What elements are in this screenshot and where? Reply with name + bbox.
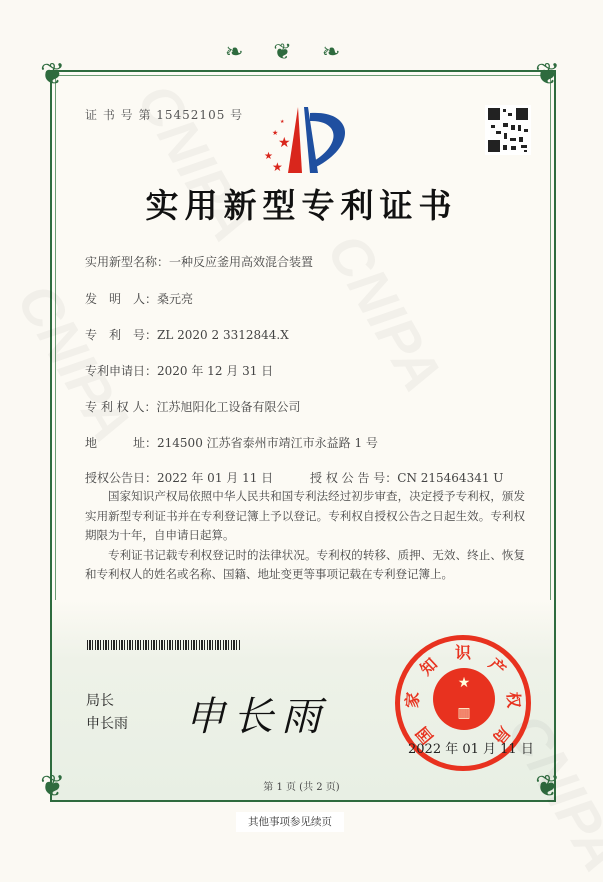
field-patent-number (85, 326, 289, 343)
svg-text:★: ★ (278, 135, 291, 151)
field-grant-date (85, 469, 273, 486)
certificate-statement (85, 487, 525, 585)
seal-character: 权 (503, 691, 524, 709)
field-label: 地 址： (85, 436, 158, 450)
corner-ornament-icon: ❦ (40, 57, 66, 92)
field-inventor (85, 290, 193, 307)
field-patentee (85, 398, 300, 415)
field-utility-model-name (85, 253, 313, 270)
seal-character: 国 (411, 723, 437, 748)
field-value: 2020 年 12 月 31 日 (157, 364, 274, 378)
field-address (85, 434, 378, 451)
svg-text:★: ★ (264, 151, 273, 162)
field-value: 2022 年 01 月 11 日 (157, 471, 274, 485)
field-application-date (85, 362, 273, 379)
statement-paragraph: 国家知识产权局依照中华人民共和国专利法经过初步审查，决定授予专利权，颁发实用新型专利证书并在专利登记簿上予以登记。专利权自授权公告之日起生效。专利权期限为十年，自申请日起算。 (85, 489, 525, 542)
certificate-number: 证 书 号 第 15452105 号 (85, 108, 244, 122)
field-label: 专 利 权 人： (85, 400, 157, 414)
barcode (87, 640, 240, 650)
corner-ornament-icon: ❦ (535, 57, 561, 92)
svg-text:★: ★ (272, 160, 283, 174)
cnipa-logo-icon (258, 105, 358, 175)
field-value: 一种反应釜用高效混合装置 (169, 255, 314, 269)
footer-note: 其他事项参见续页 (236, 812, 344, 832)
seal-date: 2022 年 01 月 11 日 (408, 742, 534, 757)
page-indicator: 第 1 页 (共 2 页) (263, 782, 340, 793)
national-emblem-icon: ★ ▥ (433, 668, 495, 730)
svg-text:★: ★ (280, 119, 285, 125)
field-label: 授权公告日： (85, 471, 158, 485)
field-value: CN 215464341 U (397, 471, 504, 485)
top-ornament-icon: ❧❦❧ (225, 40, 371, 65)
page-title: 实用新型专利证书 (145, 186, 458, 225)
field-label: 发 明 人： (85, 292, 158, 306)
seal-character: 识 (454, 643, 471, 662)
field-label: 授 权 公 告 号： (310, 471, 398, 485)
statement-paragraph: 专利证书记载专利权登记时的法律状况。专利权的转移、质押、无效、终止、恢复和专利权人的姓名或名称、国籍、地址变更等事项记载在专利登记簿上。 (85, 547, 525, 581)
director-signature: 申长雨 (185, 694, 329, 740)
field-label: 专 利 号： (85, 328, 158, 342)
qr-code (485, 105, 531, 155)
field-value: 桑元亮 (157, 292, 194, 306)
seal-character: 局 (489, 723, 515, 748)
field-value: 江苏旭阳化工设备有限公司 (156, 400, 301, 414)
field-label: 实用新型名称： (85, 255, 170, 269)
field-value: ZL 2020 2 3312844.X (157, 328, 289, 342)
field-announcement-number (310, 469, 503, 486)
field-value: 214500 江苏省泰州市靖江市永益路 1 号 (157, 436, 378, 450)
seal-character: 产 (485, 653, 510, 679)
corner-ornament-icon: ❦ (535, 769, 561, 804)
corner-ornament-icon: ❦ (40, 769, 66, 804)
seal-character: 家 (402, 691, 423, 709)
seal-character: 知 (415, 653, 441, 679)
svg-text:★: ★ (272, 129, 279, 137)
field-label: 专利申请日： (85, 364, 158, 378)
director-title: 局长 (86, 693, 114, 709)
director-name: 申长雨 (86, 716, 128, 732)
